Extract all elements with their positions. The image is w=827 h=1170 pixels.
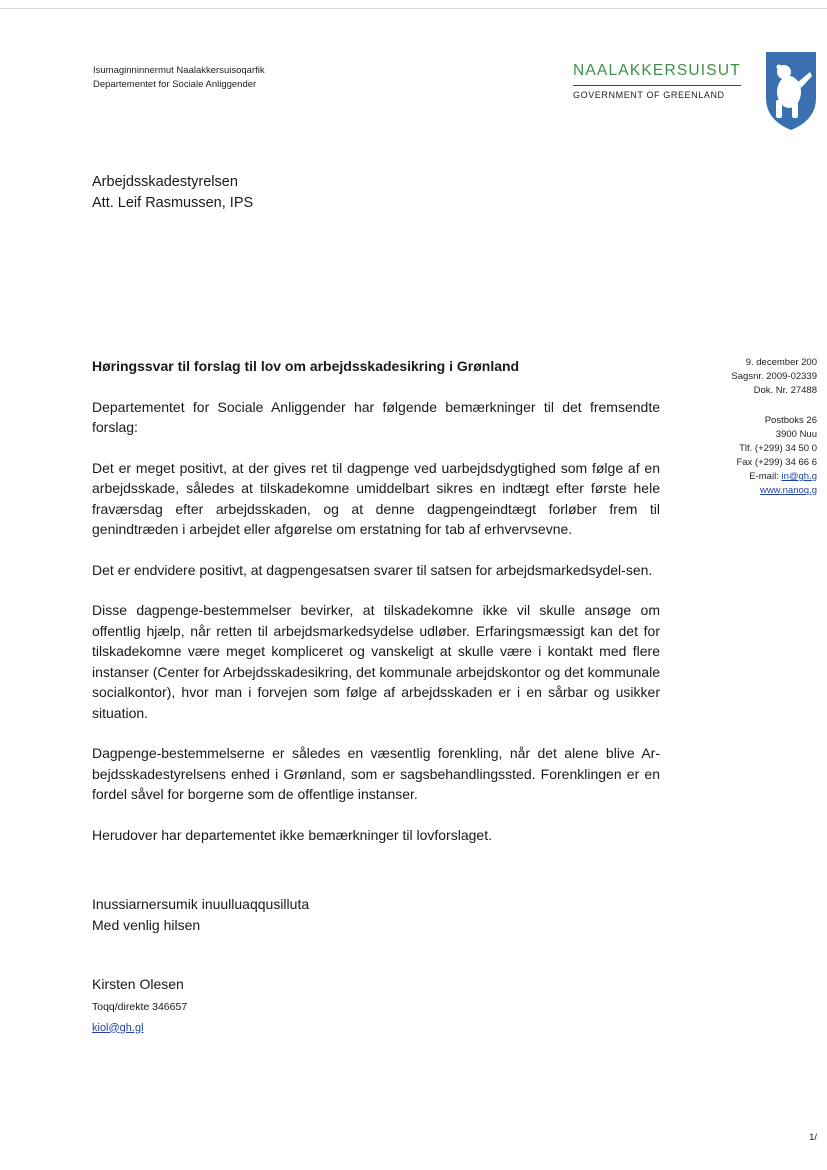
paragraph: Departementet for Sociale Anliggender har følgende bemærkninger til det fremsendte forslag: [92, 398, 660, 435]
email-line [687, 470, 817, 484]
phone-number: Tlf. (+299) 34 50 0 [739, 443, 817, 454]
recipient-organisation: Arbejdsskadestyrelsen [92, 174, 238, 190]
paragraph: Herudover har departementet ikke bemærkninger til lovforslaget. [92, 826, 492, 843]
government-name-en: GOVERNMENT OF GREENLAND [573, 90, 725, 100]
postbox: Postboks 26 [764, 415, 817, 426]
department-block [93, 64, 265, 92]
paragraph: Dagpenge-bestemmelserne er således en væsentlig forenkling, når det alene blive Ar-bejdsskadestyrelsens enhed i Grønland, som er sagsbehandlingssted. Forenklingen er en fordel såvel for borgerne som de offentlige instanser. [92, 745, 660, 802]
signature-block [92, 974, 187, 1038]
government-logo [573, 62, 741, 100]
logo-divider [573, 85, 741, 86]
direct-phone: Toqq/direkte 346657 [92, 1000, 188, 1013]
signatory-name: Kirsten Olesen [92, 976, 184, 992]
email-label: E-mail: [749, 471, 782, 482]
government-name: NAALAKKERSUISUT [573, 62, 741, 79]
top-rule [0, 8, 827, 9]
sender-details-column [687, 356, 817, 498]
email-link[interactable]: in@gh.g [781, 471, 817, 482]
case-number: Sagsnr. 2009-02339 [731, 371, 817, 382]
document-number: Dok. Nr. 27488 [753, 385, 817, 396]
signatory-email-link[interactable]: kiol@gh.gl [92, 1021, 144, 1034]
letter-date: 9. december 200 [745, 357, 817, 368]
fax-number: Fax (+299) 34 66 6 [736, 457, 817, 468]
postal-city: 3900 Nuu [775, 429, 817, 440]
closing-kl: Inussiarnersumik inuulluaqqusilluta [92, 896, 310, 912]
department-name-da: Departementet for Sociale Anliggender [93, 79, 257, 90]
recipient-address [92, 172, 253, 214]
greenland-coat-of-arms-icon [762, 48, 820, 132]
recipient-attention: Att. Leif Rasmussen, IPS [92, 195, 254, 211]
website-link[interactable]: www.nanoq.g [759, 485, 817, 496]
letter-body [92, 356, 660, 865]
department-name-kl: Isumaginninnermut Naalakkersuisoqarfik [93, 65, 265, 76]
paragraph: Disse dagpenge-bestemmelser bevirker, at tilskadekomne ikke vil skulle ansøge om offentlig hjælp, når retten til arbejdsmarkedsydelse udløber. Erfaringsmæssigt kan det for tilskadekomne være meget kompliceret og vanskeligt at skulle være i kontakt med flere instanser (Center for Arbejdsskadesikring, det kommunale arbejdskontor og det kommunale socialkontor), hvor man i forvejen som følge af arbejdsskaden er i en sårbar og usikker situation. [92, 602, 660, 721]
paragraph: Det er meget positivt, at der gives ret til dagpenge ved uarbejdsdygtighed som følge af en arbejdsskade, således at tilskadekomne umiddelbart sikres en indtægt efter første hele fraværsdag efter arbejdsskaden, og at denne dagpengeindtægt forløber frem til genindtræden i arbejdet eller afgørelse om erstatning for tab af erhvervsevne. [92, 459, 660, 537]
page-number: 1/ [809, 1132, 817, 1143]
closing-da: Med venlig hilsen [92, 916, 201, 933]
closing [92, 894, 309, 935]
paragraph: Det er endvidere positivt, at dagpengesatsen svarer til satsen for arbejdsmarkedsydel-sen. [92, 561, 653, 578]
letter-subject: Høringssvar til forslag til lov om arbejdsskadesikring i Grønland [92, 358, 520, 374]
